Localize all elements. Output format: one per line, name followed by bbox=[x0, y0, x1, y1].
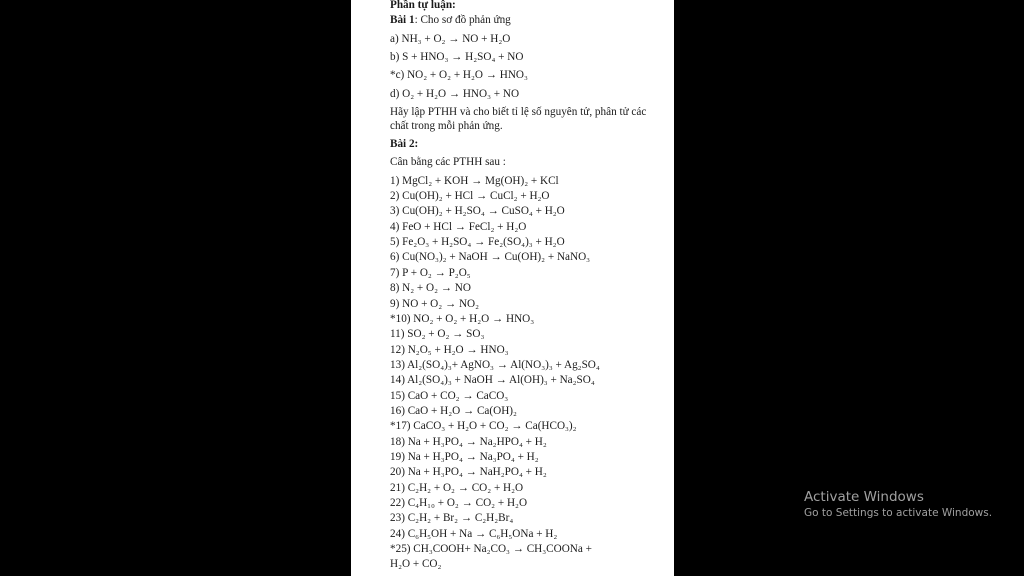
reaction-item: 9) NO + O₂ → NO₂ bbox=[390, 297, 479, 310]
reaction-item: 22) C₄H₁₀ + O₂ → CO₂ + H₂O bbox=[390, 496, 528, 509]
reaction-item: 7) P + O₂ → P₂O₅ bbox=[390, 266, 471, 279]
reaction-item: 15) CaO + CO₂ → CaCO₃ bbox=[390, 389, 509, 402]
bai1-reaction-b: b) S + HNO₃ → H₂SO₄ + NO bbox=[390, 51, 524, 64]
reaction-item: 11) SO₂ + O₂ → SO₃ bbox=[390, 328, 485, 341]
reaction-item: 3) Cu(OH)₂ + H₂SO₄ → CuSO₄ + H₂O bbox=[390, 205, 565, 218]
reaction-item: 23) C₂H₂ + Br₂ → C₂H₂Br₄ bbox=[390, 512, 514, 525]
reaction-item: 24) C₆H₅OH + Na → C₆H₅ONa + H₂ bbox=[390, 527, 558, 540]
watermark-subtitle: Go to Settings to activate Windows. bbox=[804, 507, 993, 519]
reaction-item: 16) CaO + H₂O → Ca(OH)₂ bbox=[390, 404, 517, 417]
reaction-item: 8) N₂ + O₂ → NO bbox=[390, 282, 471, 295]
reaction-item: 12) N₂O₅ + H₂O → HNO₃ bbox=[390, 343, 509, 356]
bai1-reaction-c: *c) NO₂ + O₂ + H₂O → HNO₃ bbox=[390, 69, 528, 82]
reaction-item: 14) Al₂(SO₄)₃ + NaOH → Al(OH)₃ + Na₂SO₄ bbox=[390, 374, 595, 387]
watermark-title: Activate Windows bbox=[804, 489, 924, 505]
reaction-item: 6) Cu(NO₃)₂ + NaOH → Cu(OH)₂ + NaNO₃ bbox=[390, 251, 591, 264]
section-title: Phần tự luận: bbox=[390, 0, 456, 11]
bai2-reaction-list bbox=[390, 174, 652, 573]
document-page bbox=[351, 0, 674, 576]
bai1-reaction-d: d) O₂ + H₂O → HNO₃ + NO bbox=[390, 87, 520, 100]
reaction-item-continuation: H₂O + CO₂ bbox=[390, 558, 442, 571]
reaction-item: *25) CH₃COOH+ Na₂CO₃ → CH₃COONa + bbox=[390, 543, 592, 555]
activate-windows-watermark bbox=[804, 488, 992, 521]
reaction-item: 4) FeO + HCl → FeCl₂ + H₂O bbox=[390, 220, 527, 233]
reaction-item: 20) Na + H₃PO₄ → NaH₂PO₄ + H₂ bbox=[390, 466, 547, 479]
reaction-item: 21) C₂H₂ + O₂ → CO₂ + H₂O bbox=[390, 481, 524, 494]
reaction-item: 19) Na + H₃PO₄ → Na₃PO₄ + H₂ bbox=[390, 450, 539, 463]
reaction-item: *17) CaCO₃ + H₂O + CO₂ → Ca(HCO₃)₂ bbox=[390, 420, 577, 433]
reaction-item: 18) Na + H₃PO₄ → Na₂HPO₄ + H₂ bbox=[390, 435, 547, 448]
bai1-intro: : Cho sơ đồ phản ứng bbox=[414, 14, 511, 27]
bai2-title: Bài 2: bbox=[390, 138, 419, 151]
document-content bbox=[390, 0, 652, 573]
reaction-item: 1) MgCl₂ + KOH → Mg(OH)₂ + KCl bbox=[390, 174, 559, 187]
reaction-item: 13) Al₂(SO₄)₃+ AgNO₃ → Al(NO₃)₃ + Ag₂SO₄ bbox=[390, 358, 600, 371]
bai1-title: Bài 1 bbox=[390, 14, 415, 27]
bai1-reaction-a: a) NH₃ + O₂ → NO + H₂O bbox=[390, 32, 511, 45]
bai2-intro: Cân bằng các PTHH sau : bbox=[390, 156, 506, 169]
reaction-item: *10) NO₂ + O₂ + H₂O → HNO₃ bbox=[390, 312, 535, 325]
reaction-item: 2) Cu(OH)₂ + HCl → CuCl₂ + H₂O bbox=[390, 190, 550, 203]
bai1-instruction: Hãy lập PTHH và cho biết tỉ lệ số nguyên tử, phân tử các chất trong mỗi phản ứng. bbox=[390, 106, 647, 133]
bai1-heading bbox=[390, 13, 652, 28]
reaction-item: 5) Fe₂O₃ + H₂SO₄ → Fe₂(SO₄)₃ + H₂O bbox=[390, 236, 565, 249]
